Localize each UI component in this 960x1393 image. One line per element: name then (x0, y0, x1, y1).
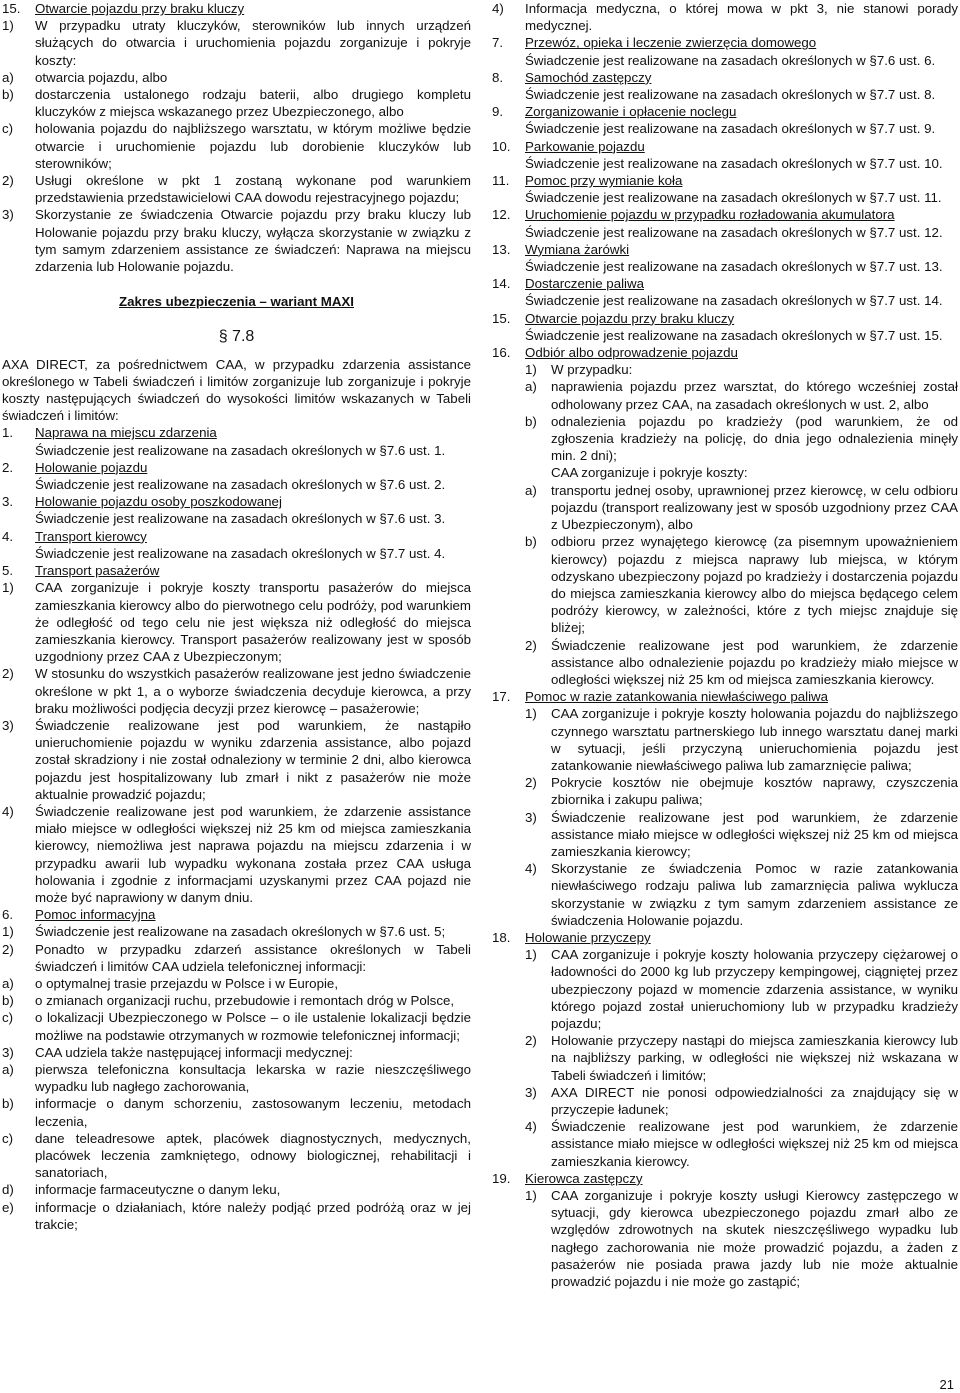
item-text: Informacja medyczna, o której mowa w pkt 3, nie stanowi porady medycznej. (525, 1, 958, 34)
item-text: W przypadku: (551, 362, 633, 378)
section-text: Świadczenie jest realizowane na zasadach określonych w §7.6 ust. 2. (35, 477, 446, 493)
item-letter: b) (525, 534, 537, 550)
section-heading: Pomoc w razie zatankowania niewłaściwego paliwa (525, 689, 829, 705)
item-number: 1) (2, 924, 14, 940)
section-text: Świadczenie jest realizowane na zasadach określonych w §7.6 ust. 6. (525, 52, 936, 68)
section-4 (2, 528, 471, 562)
item-letter: a) (2, 975, 14, 991)
item-text: holowania pojazdu do najbliższego warsztatu, w którym możliwe będzie otwarcie i uruchomienie pojazdu lub dorobienie kluczyków lub sterowników; (35, 121, 471, 171)
item (525, 378, 958, 412)
item (525, 1032, 958, 1084)
section-text: Świadczenie jest realizowane na zasadach określonych w §7.7 ust. 8. (525, 87, 936, 103)
section-number: 19. (492, 1170, 511, 1186)
item (2, 1095, 471, 1129)
item-letter: c) (2, 1010, 14, 1026)
item-text: AXA DIRECT nie ponosi odpowiedzialności za znajdujący się w przyczepie ładunek; (551, 1084, 958, 1117)
item (2, 1181, 471, 1198)
section-heading: Naprawa na miejscu zdarzenia (35, 425, 217, 441)
item-number: 2) (2, 941, 14, 957)
item (2, 1009, 471, 1043)
section-18-body (492, 946, 958, 1170)
section-text: Świadczenie jest realizowane na zasadach określonych w §7.6 ust. 3. (35, 511, 446, 527)
item (2, 665, 471, 717)
right-column (492, 0, 958, 1290)
item-text: Skorzystanie ze świadczenia Pomoc w razie zatankowania niewłaściwego rodzaju paliwa lub zamarznięcia paliwa wyklucza skorzystanie w związku z tym samym zdarzeniem assistance ze świadczenia Holowanie pojazdu. (551, 861, 958, 928)
item (525, 637, 958, 689)
item (2, 579, 471, 665)
item-number: 2) (525, 775, 537, 791)
item-number: 1) (525, 947, 537, 963)
section-text: Świadczenie jest realizowane na zasadach określonych w §7.7 ust. 9. (525, 121, 936, 137)
paragraph-sign: § 7.8 (218, 328, 255, 346)
section-number: 4. (2, 528, 14, 544)
section-number: 2. (2, 459, 14, 475)
item-text: transportu jednej osoby, uprawnionej przez kierowcę, w celu odbioru pojazdu (transport realizowany jest w sposób uzgodniony przez CAA z Ubezpieczonym), albo (551, 482, 958, 533)
item-text: naprawienia pojazdu przez warsztat, do którego wcześniej został odholowany przez CAA, na zasadach określonych w ust. 2, albo (551, 379, 958, 412)
section-heading: Pomoc przy wymianie koła (525, 173, 683, 189)
item (525, 860, 958, 929)
section-number: 6. (2, 907, 14, 923)
item (525, 809, 958, 861)
item-text: W przypadku utraty kluczyków, sterowników lub innych urządzeń służących do otwarcia i uruchomienia pojazdu zorganizuje i pokryje koszty: (35, 18, 471, 68)
item-letter: b) (2, 993, 14, 1009)
item-text: W stosunku do wszystkich pasażerów realizowane jest jedno świadczenie określone w pkt 1, a o wyborze świadczenia decyduje kierowca, a przy braku możliwości podjęcia decyzji przez kierowcę – pasażerowie; (35, 666, 471, 716)
section-heading: Transport kierowcy (35, 528, 147, 544)
item (525, 774, 958, 808)
item-number: 4) (492, 1, 504, 16)
section-number: 7. (492, 35, 504, 51)
item (525, 1187, 958, 1290)
item-number: 1) (525, 1188, 537, 1204)
item (525, 482, 958, 534)
item-text: CAA zorganizuje i pokryje koszty usługi Kierowcy zastępczego w sytuacji, gdy kierowca ubezpieczonego pojazdu zmarł albo ze względów zdrowotnych na skutek nieszczęśliwego wypadku lub nagłego zachorowania nie może prowadzić pojazdu, a żaden z pasażerów nie posiada prawa jazdy lub nie może aktualnie prowadzić pojazdu i nie może go zastąpić; (551, 1188, 958, 1290)
item-number: 2) (2, 666, 14, 682)
item-letter: b) (2, 1096, 14, 1112)
item (2, 206, 471, 275)
item-text: pierwsza telefoniczna konsultacja lekarska w razie nieszczęśliwego wypadku lub nagłego zachorowania, (35, 1061, 471, 1095)
section-13 (492, 241, 958, 275)
section-number: 3. (2, 494, 14, 510)
item (2, 86, 471, 120)
section-text: Świadczenie jest realizowane na zasadach określonych w §7.7 ust. 10. (525, 155, 943, 171)
item-number: 4) (525, 861, 537, 877)
section-text: Świadczenie jest realizowane na zasadach określonych w §7.7 ust. 13. (525, 259, 943, 275)
item (2, 992, 471, 1009)
section-9 (492, 103, 958, 137)
section-number: 12. (492, 207, 511, 223)
item-text: Pokrycie kosztów nie obejmuje kosztów naprawy, czyszczenia zbiornika i zakupu paliwa; (551, 775, 958, 808)
item-letter: a) (525, 379, 537, 395)
item-text: o zmianach organizacji ruchu, przebudowie i remontach dróg w Polsce, (35, 993, 455, 1009)
section-heading: Kierowca zastępczy (525, 1170, 643, 1186)
item (2, 69, 471, 86)
section-17 (492, 688, 958, 705)
item-number: 4) (525, 1119, 537, 1135)
item-text: Świadczenie realizowane jest pod warunkiem, że nastąpiło unieruchomienie pojazdu w wyniku zdarzenia assistance, albo pojazd został skradziony i nie został odnaleziony w terminie 2 dni, albo kierowca pojazdu jest hospitalizowany lub zmarł i nikt z pasażerów nie może aktualnie prowadzić pojazdu; (35, 717, 471, 802)
intro-paragraph: AXA DIRECT, za pośrednictwem CAA, w przypadku zdarzenia assistance określonego w Tabeli świadczeń i limitów zorganizuje lub zorganizuje i pokryje koszty następujących świadczeń do wysokości limitów wskazanych w Tabeli świadczeń i limitów: (2, 356, 471, 424)
item-number: 3) (2, 1044, 14, 1060)
item-number: 2) (2, 173, 14, 189)
section-14 (492, 275, 958, 309)
item-letter: a) (525, 482, 537, 498)
section-number: 15. (492, 310, 511, 326)
section-6 (2, 906, 471, 923)
item-text: Usługi określone w pkt 1 zostaną wykonane pod warunkiem przedstawienia przedstawicielowi CAA dowodu rejestracyjnego pojazdu; (35, 173, 471, 206)
item (2, 1199, 471, 1233)
item-text: Świadczenie realizowane jest pod warunkiem, że zdarzenie assistance albo odnalezienie pojazdu po kradzieży miało miejsce w odległości większej niż 25 km od miejsca zamieszkania kierowcy. (551, 637, 958, 687)
section-heading: Uruchomienie pojazdu w przypadku rozładowania akumulatora (525, 207, 895, 223)
item-text: CAA udziela także następującej informacji medycznej: (35, 1044, 353, 1060)
item (2, 17, 471, 69)
section-text: Świadczenie jest realizowane na zasadach określonych w §7.7 ust. 14. (525, 293, 943, 309)
section-number: 1. (2, 425, 14, 441)
section-11 (492, 172, 958, 206)
section-text: Świadczenie jest realizowane na zasadach określonych w §7.7 ust. 12. (525, 224, 943, 240)
item-number: 4) (2, 803, 14, 819)
section-heading: Przewóz, opieka i leczenie zwierzęcia domowego (525, 35, 817, 51)
item (2, 975, 471, 992)
section-heading: Holowanie przyczepy (525, 929, 651, 945)
item (525, 946, 958, 1032)
item-number: 3) (2, 207, 14, 223)
item (525, 1118, 958, 1170)
item-letter: b) (2, 87, 14, 103)
item-text: dane teleadresowe aptek, placówek diagnostycznych, medycznych, placówek leczenia zamkniętego, odnowy biologicznej, rehabilitacji i sanatoriach, (35, 1130, 471, 1181)
section-heading: Holowanie pojazdu (35, 459, 148, 475)
section-15-left (2, 0, 471, 17)
item-letter: d) (2, 1182, 14, 1198)
item (2, 803, 471, 906)
item (2, 717, 471, 803)
section-text: CAA zorganizuje i pokryje koszty: (551, 465, 748, 481)
section-19 (492, 1170, 958, 1187)
item-letter: b) (525, 413, 537, 429)
section-heading: Samochód zastępczy (525, 69, 652, 85)
item-text: CAA zorganizuje i pokryje koszty holowania pojazdu do najbliższego czynnego warsztatu partnerskiego lub innego warsztatu danej marki w sytuacji, jeśli przyczyną unieruchomienia pojazdu jest zatankowanie niewłaściwego paliwa lub zamarznięcie paliwa; (551, 706, 958, 773)
section-heading: Otwarcie pojazdu przy braku kluczy (525, 310, 735, 326)
section-number: 13. (492, 241, 511, 257)
section-2 (2, 459, 471, 493)
section-text: Świadczenie jest realizowane na zasadach określonych w §7.7 ust. 4. (35, 545, 446, 561)
item-text: Ponadto w przypadku zdarzeń assistance określonych w Tabeli świadczeń i limitów CAA udziela telefonicznej informacji: (35, 941, 471, 974)
item-text: informacje o danym schorzeniu, zastosowanym leczeniu, metodach leczenia, (35, 1096, 471, 1129)
section-heading: Zorganizowanie i opłacenie noclegu (525, 104, 737, 120)
item-text: Świadczenie jest realizowane na zasadach określonych w §7.6 ust. 5; (35, 924, 446, 940)
section-number: 18. (492, 929, 511, 945)
item (2, 923, 471, 940)
section-5 (2, 562, 471, 579)
item (2, 1044, 471, 1061)
section-heading: Transport pasażerów (35, 563, 160, 579)
section-7 (492, 34, 958, 68)
item-letter: e) (2, 1199, 14, 1215)
item-text: informacje farmaceutyczne o danym leku, (35, 1182, 281, 1198)
item-text: odbioru przez wynajętego kierowcę (za pisemnym upoważnieniem kierowcy) pojazdu z miejsca naprawy lub miejsca, w którym odzyskano ubezpieczony pojazd po kradzieży i dostarczenia pojazdu do miejsca zamieszkania kierowcy albo do miejsca będącego celem podróży kierowcy, w zależności, które z tych miejsc znajduje się bliżej; (551, 534, 958, 636)
section-17-body (492, 705, 958, 929)
section-number: 15. (2, 1, 21, 16)
item (525, 1084, 958, 1118)
item (2, 1061, 471, 1095)
section-number: 9. (492, 104, 504, 120)
item-text: odnalezienia pojazdu po kradzieży (pod warunkiem, że od zgłoszenia kradzieży na policję, do dnia jego odnalezienia minęły min. 2 dni); (551, 413, 958, 464)
section-8 (492, 69, 958, 103)
section-10 (492, 138, 958, 172)
item (2, 1130, 471, 1182)
item-letter: a) (2, 1061, 14, 1077)
section-number: 11. (492, 173, 510, 189)
item (525, 533, 958, 636)
item-text: informacje o działaniach, które należy podjąć przed podróżą oraz w jej trakcie; (35, 1199, 471, 1232)
item-number: 1) (525, 362, 537, 378)
item-number: 1) (525, 706, 537, 722)
item-number: 2) (525, 637, 537, 653)
item (525, 361, 958, 378)
item-text: Holowanie przyczepy nastąpi do miejsca zamieszkania kierowcy lub na najbliższy parking, w odległości nie większej niż wskazana w Tabeli świadczeń i limitów; (551, 1033, 958, 1083)
section-number: 14. (492, 276, 511, 292)
item-number: 1) (2, 580, 14, 596)
maxi-title: Zakres ubezpieczenia – wariant MAXI (119, 294, 354, 310)
section-number: 10. (492, 138, 511, 154)
item-text: Świadczenie realizowane jest pod warunkiem, że zdarzenie assistance miało miejsce w odległości większej niż 25 km od miejsca zamieszkania kierowcy. (551, 1119, 958, 1169)
item-text: o optymalnej trasie przejazdu w Polsce i w Europie, (35, 975, 339, 991)
section-number: 5. (2, 563, 14, 579)
section-heading: Pomoc informacyjna (35, 907, 156, 923)
item (525, 705, 958, 774)
section-18 (492, 929, 958, 946)
item-text: CAA zorganizuje i pokryje koszty transportu pasażerów do miejsca zamieszkania kierowcy albo do pierwotnego celu podróży, pod warunkiem że odległość od tego celu nie jest większa niż odległość do miejsca zamieszkania kierowcy. Transport pasażerów realizowany jest w sposób uzgodniony przez CAA z Ubezpieczonym; (35, 580, 471, 665)
item-number: 2) (525, 1033, 537, 1049)
section-heading: Dostarczenie paliwa (525, 276, 644, 292)
section-heading: Wymiana żarówki (525, 241, 630, 257)
item-number: 3) (2, 717, 14, 733)
item-letter: c) (2, 121, 14, 137)
item (2, 172, 471, 206)
section-1 (2, 424, 471, 458)
item-number: 3) (525, 1084, 537, 1100)
item-letter: a) (2, 69, 14, 85)
item (525, 413, 958, 465)
item-text: Świadczenie realizowane jest pod warunkiem, że zdarzenie assistance miało miejsce w odległości większej niż 25 km od miejsca zamieszkania kierowcy, niemożliwa jest naprawa pojazdu na miejscu zdarzenia i w przypadku awarii lub wypadku wykonana została przez CAA usługa holowania i zgodnie z informacjami uzyskanymi przez CAA pojazd nie może być naprawiony w danym dniu. (35, 803, 471, 905)
item-text: o lokalizacji Ubezpieczonego w Polsce – o ile ustalenie lokalizacji będzie możliwe na podstawie otrzymanych w rozmowie telefonicznej informacji; (35, 1010, 471, 1043)
section-3 (2, 493, 471, 527)
item-text: CAA zorganizuje i pokryje koszty holowania przyczepy ciężarowej o ładowności do 2000 kg lub przyczepy kempingowej, ciągniętej przez ubezpieczony pojazd w momencie zdarzenia assistance, w wyniku którego pojazd został unieruchomiony lub w przypadku kradzieży pojazdu; (551, 947, 958, 1031)
section-16-body (492, 361, 958, 688)
section-number: 17. (492, 689, 511, 705)
section-number: 8. (492, 69, 504, 85)
item-text: Skorzystanie ze świadczenia Otwarcie pojazdu przy braku kluczy lub Holowanie pojazdu przy braku kluczy, wyłącza skorzystanie w związku z tym samym zdarzeniem assistance ze świadczeń: Naprawa na miejscu zdarzenia lub Holowanie pojazdu. (35, 207, 471, 275)
section-number: 16. (492, 345, 511, 361)
item-number: 1) (2, 18, 14, 34)
item-letter: c) (2, 1130, 14, 1146)
section-15-right (492, 310, 958, 344)
item (2, 120, 471, 172)
item-number: 3) (525, 809, 537, 825)
section-text: Świadczenie jest realizowane na zasadach określonych w §7.6 ust. 1. (35, 442, 446, 458)
section-12 (492, 206, 958, 240)
item-text: Świadczenie realizowane jest pod warunkiem, że zdarzenie assistance miało miejsce w odległości większej niż 25 km od miejsca zamieszkania kierowcy; (551, 809, 958, 859)
item (492, 0, 958, 34)
section-heading: Parkowanie pojazdu (525, 138, 645, 154)
page-number: 21 (939, 1377, 954, 1392)
section-heading: Odbiór albo odprowadzenie pojazdu (525, 345, 738, 361)
item-text: otwarcia pojazdu, albo (35, 69, 168, 85)
section-text: Świadczenie jest realizowane na zasadach określonych w §7.7 ust. 15. (525, 327, 943, 343)
item (2, 941, 471, 975)
left-column (2, 0, 471, 1233)
section-text: Świadczenie jest realizowane na zasadach określonych w §7.7 ust. 11. (525, 190, 942, 206)
item-text: dostarczenia ustalonego rodzaju baterii, albo drugiego kompletu kluczyków z miejsca wskazanego przez Ubezpieczonego, albo (35, 87, 471, 120)
section-heading: Otwarcie pojazdu przy braku kluczy (35, 1, 245, 16)
section-heading: Holowanie pojazdu osoby poszkodowanej (35, 494, 282, 510)
section-16 (492, 344, 958, 361)
section-19-body (492, 1187, 958, 1290)
